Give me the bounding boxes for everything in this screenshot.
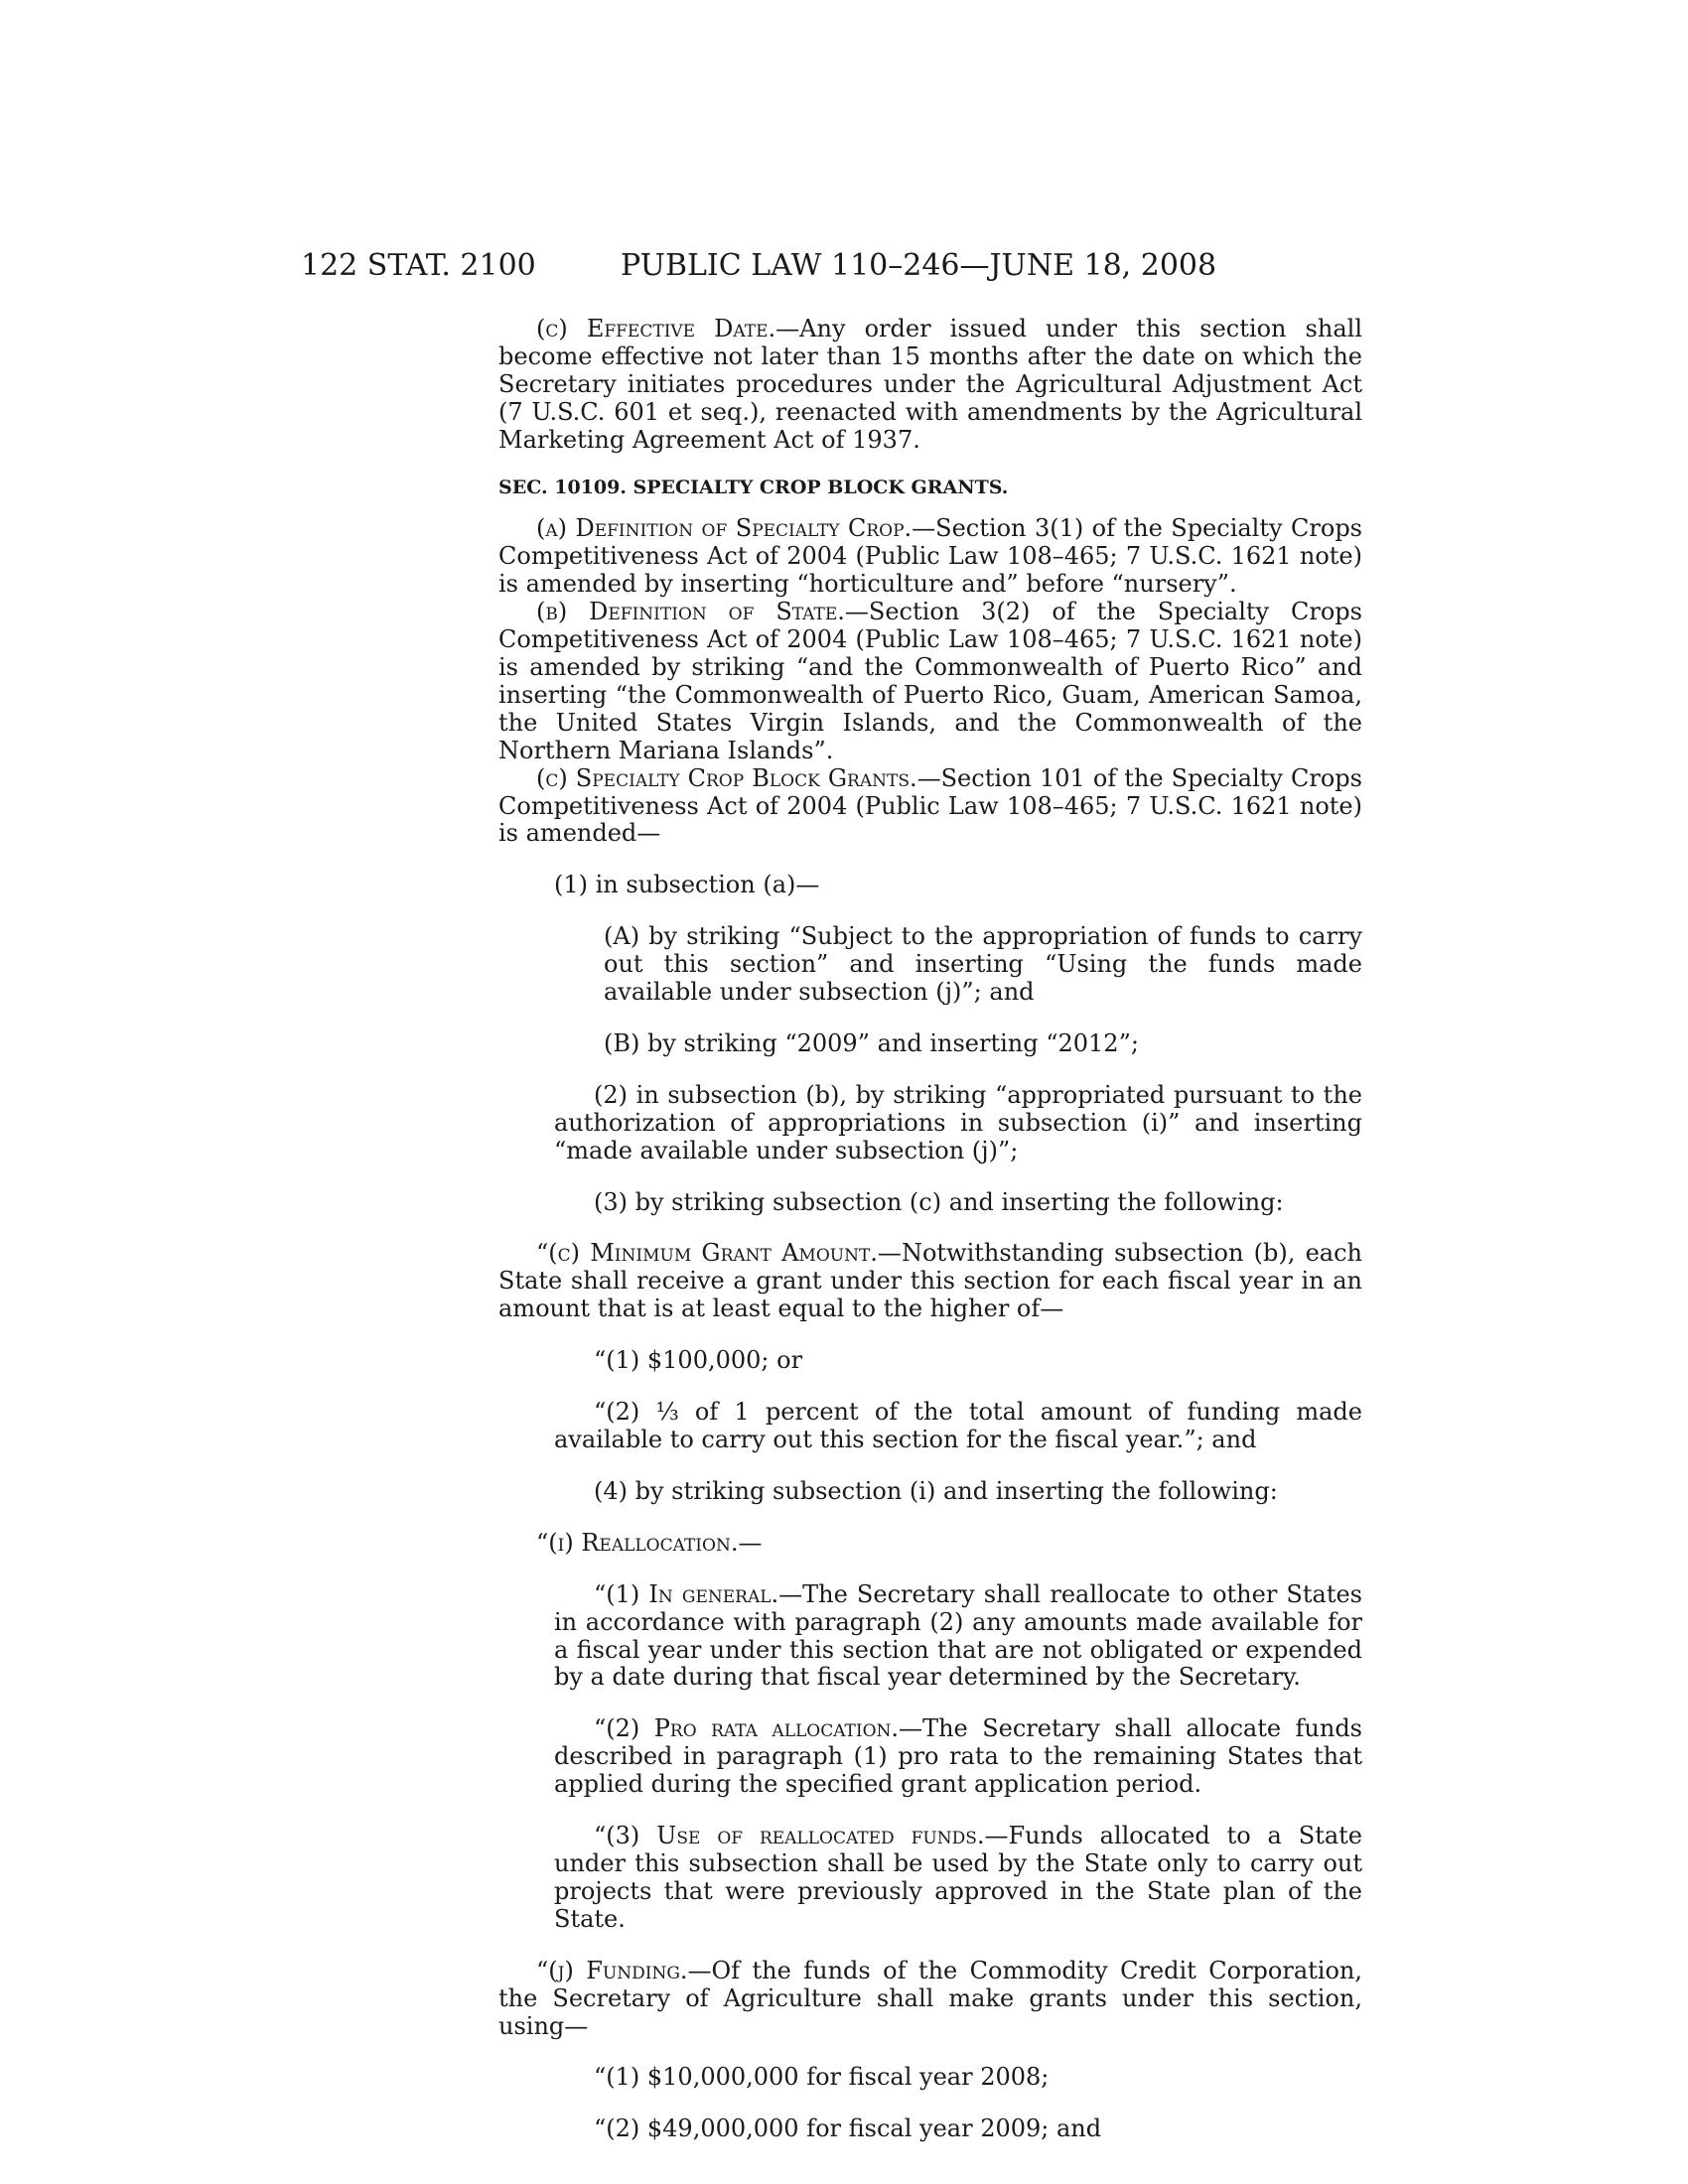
text-r2: The Secretary shall allocate funds described in paragraph (1) pro rata to the remaining States that applied during the specified grant application period. (554, 1714, 1363, 1799)
text-r1: The Secretary shall reallocate to other States in accordance with paragraph (2) any amounts made available for a fiscal year under this section that are not obligated or expended by a date during that fiscal year determined by the Secretary. (554, 1579, 1362, 1692)
paragraph-a (498, 515, 1362, 599)
paragraph-j (498, 1958, 1362, 2041)
item-c4: (4) by striking subsection (i) and inserting the following: (594, 1476, 1278, 1505)
text-minimum-grant: Notwithstanding subsection (b), each State shall receive a grant under this section for each fiscal year in an amount that is at least equal to the higher of— (498, 1239, 1362, 1323)
heading-c: (c) Specialty Crop Block Grants.— (536, 763, 941, 792)
text-j: Of the funds of the Commodity Credit Corporation, the Secretary of Agriculture shall make grants under this section, using— (498, 1956, 1362, 2040)
item-j1: “(1) $10,000,000 for fiscal year 2008; (594, 2063, 1050, 2092)
text-c1A: (A) by striking “Subject to the appropriation of funds to carry out this section” and inserting “Using the funds made available under subsection (j)”; and (604, 922, 1362, 1007)
item-c1: (1) in subsection (a)— (554, 871, 820, 899)
paragraph-effective-date (498, 316, 1362, 455)
item-c1B: (B) by striking “2009” and inserting “2012”; (604, 1028, 1139, 1057)
public-law-title: PUBLIC LAW 110–246—JUNE 18, 2008 (621, 248, 1217, 283)
text-c: Section 101 of the Specialty Crops Competitiveness Act of 2004 (Public Law 108–465; 7 U.S.C. 1621 note) is amended— (498, 763, 1362, 848)
heading-a: (a) Definition of Specialty Crop.— (536, 514, 936, 543)
text-a: Section 3(1) of the Specialty Crops Competitiveness Act of 2004 (Public Law 108–465; 7 U.S.C. 1621 note) is amended by inserting “horticulture and” before “nursery”. (498, 514, 1362, 599)
paragraph-r1 (554, 1581, 1362, 1693)
text-r3: Funds allocated to a State under this subsection shall be used by the State only to carry out projects that were previously approved in the State plan of the State. (554, 1822, 1362, 1933)
item-mg2: “(2) ⅓ of 1 percent of the total amount of funding made available to carry out this section for the fiscal year.”; and (554, 1398, 1362, 1453)
paragraph-b (498, 599, 1362, 764)
item-c1A (604, 923, 1362, 1007)
document-body (498, 316, 1362, 2167)
paragraph-c (498, 765, 1362, 849)
text-reallocation-heading: “(i) Reallocation.— (536, 1528, 763, 1557)
heading-r3: “(3) Use of reallocated funds.— (594, 1822, 1009, 1850)
text-b: Section 3(2) of the Specialty Crops Competitiveness Act of 2004 (Public Law 108–465; 7 U.S.C. 1621 note) is amended by striking “and the Commonwealth of Puerto Rico” and inserting “the Commonwealth of Puerto Rico, Guam, American Samoa, the United States Virgin Islands, and the Commonwealth of the Northern Mariana Islands”. (498, 598, 1362, 764)
item-c2: (2) in subsection (b), by striking “appropriated pursuant to the authorization of appropriations in subsection (i)” and inserting “made available under subsection (j)”; (554, 1080, 1362, 1164)
heading-b: (b) Definition of State.— (536, 598, 869, 626)
heading-r2: “(2) Pro rata allocation.— (594, 1714, 923, 1743)
text-effective-date: Any order issued under this section shall become effective not later than 15 months after the date on which the Secretary initiates procedures under the Agricultural Adjustment Act (7 U.S.C. 601 et seq.), reenacted with amendments by the Agricultural Marketing Agreement Act of 1937. (498, 315, 1362, 454)
statute-page-number: 122 STAT. 2100 (301, 248, 536, 283)
paragraph-r2 (554, 1715, 1362, 1799)
heading-reallocation (498, 1530, 1362, 1558)
paragraph-r3 (554, 1823, 1362, 1934)
heading-j: “(j) Funding.— (536, 1956, 712, 1984)
item-c3: (3) by striking subsection (c) and inserting the following: (594, 1187, 1284, 1216)
section-heading: SEC. 10109. SPECIALTY CROP BLOCK GRANTS. (498, 476, 1009, 498)
heading-effective-date: (c) Effective Date.— (536, 315, 800, 342)
heading-minimum-grant: “(c) Minimum Grant Amount.— (536, 1239, 902, 1268)
paragraph-minimum-grant (498, 1240, 1362, 1323)
heading-r1: “(1) In general.— (594, 1579, 803, 1608)
item-mg1: “(1) $100,000; or (594, 1346, 803, 1375)
item-j2: “(2) $49,000,000 for fiscal year 2009; and (594, 2115, 1102, 2143)
page-header (301, 248, 1373, 288)
